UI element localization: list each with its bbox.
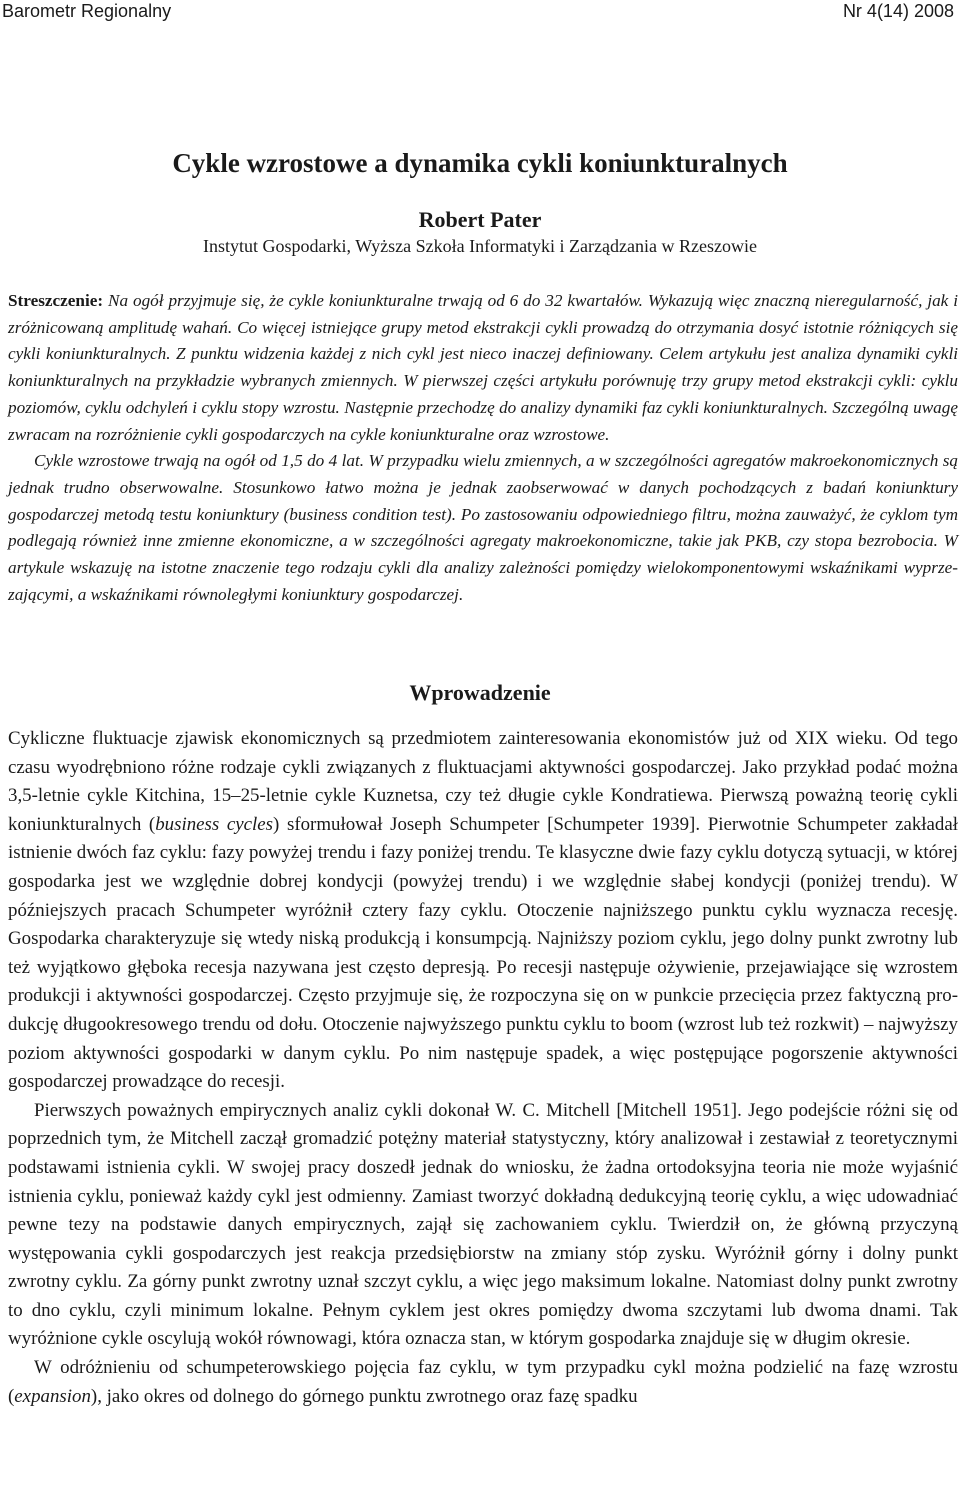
abstract <box>8 288 958 608</box>
author-affiliation: Instytut Gospodarki, Wyższa Szkoła Informatyki i Zarządzania w Rzeszowie <box>203 236 757 256</box>
author-name: Robert Pater <box>418 207 542 232</box>
body-paragraph: Pierwszych poważnych empirycznych analiz cykli dokonał W. C. Mitchell [Mitchell 1951]. Jego podejście różni się od poprzednich tym, że Mitchell zaczął gromadzić potężny materiał statystyczny, który analizował i zestawiał z teoretycznymi podstawami istnienia cykli. W swojej pracy doszedł jednak do wniosku, że żadna ortodoksyjna teoria nie może wyjaśnić istnienia cyklu, ponieważ każdy cykl jest odmienny. Zamiast tworzyć dokładną dedukcyjną teorię cyklu, a więc udowadniać pewne tezy na podstawie danych empirycznych, zajął się zachowaniem cyklu. Twierdził on, że główną przyczyną występowania cykli gospodarczych jest reakcja przedsiębiorstw na zmiany stóp zysku. Wyróżnił górny i dolny punkt zwrotny cyklu. Za górny punkt zwrotny uznał szczyt cyklu, a więc jego maksimum lokalne. Natomiast dolny punkt zwrotny to dno cyklu, czyli minimum lokalne. Pełnym cyklem jest okres pomiędzy dwoma szczytami lub dwoma dnami. Tak wyróżnione cykle oscylują wokół równowagi, która oznacza stan, w którym gospodarka znajduje się w długim okresie. <box>8 1099 958 1350</box>
body-paragraph <box>8 1354 958 1411</box>
issue-number: Nr 4(14) 2008 <box>842 1 954 21</box>
journal-name: Barometr Regionalny <box>2 1 172 21</box>
abstract-text: Na ogół przyjmuje się, że cykle koniunkturalne trwają od 6 do 32 kwartałów. Wykazują więc znaczną nieregularność, jak i zróżnicowaną amplitudę wahań. Co więcej istniejące grupy metod ekstrakcji cykli prowadzą do otrzymania dosyć istotnie różniących się cykli koniunkturalnych. Z punktu widzenia każdej z nich cykl jest nieco inaczej definiowany. Celem artykułu jest analiza dynamiki cykli koniunkturalnych na przykładzie wybranych zmiennych. W pierwszej części artykułu porównuję trzy grupy metod ekstrakcji cykli: cyklu poziomów, cyklu odchyleń i cyklu stopy wzrostu. Następnie przechodzę do analizy dynamiki faz cykli koniunkturalnych. Szczególną uwagę zwracam na rozróżnienie cykli gospodarczych na cykle koniunkturalne oraz wzrostowe. <box>8 291 958 444</box>
body-text-segment: W odróżnieniu od schumpeterowskiego pojęcia faz cyklu, w tym przypadku cykl można podzielić na fazę wzrostu ( <box>8 1357 958 1407</box>
abstract-paragraph: Cykle wzrostowe trwają na ogół od 1,5 do 4 lat. W przypadku wielu zmiennych, a w szczególności agregatów makroekonomicznych są jednak trudno obserwowalne. Stosunkowo łatwo można je jednak zaobserwować w danych pochodzących z badań koniunktury gospodarczej metodą testu koniunktury (business condition test). Po zastosowaniu odpowiedniego filtru, można zauważyć, że cyklom tym podlegają również inne zmienne ekonomiczne, a w szczególności agregaty makroekonomiczne, takie jak PKB, czy stopa bezrobocia. W artykule wskazuję na istotne znaczenie tego rodzaju cykli dla analizy zależności pomiędzy wielokomponentowymi wskaźnikami wyprzezającymi, a wskaźnikami równoległymi koniunktury gospodarczej. <box>8 451 958 604</box>
body-italic-term: expansion <box>14 1385 91 1407</box>
section-heading: Wprowadzenie <box>409 680 551 705</box>
body-text-segment: ) sformułował Joseph Schumpeter [Schumpeter 1939]. Pierwotnie Schumpeter zakładał istnienie dwóch faz cyklu: fazy powyżej trendu i fazy poniżej trendu. Te klasyczne dwie fazy cyklu dotyczą sytuacji, w której gospodarka jest we względnie dobrej kondycji (powyżej trendu) i we względnie słabej kondycji (poniżej trendu). W późniejszych pracach Schumpeter wyróżnił cztery fazy cyklu. Otoczenie najniższego punktu cyklu wyznacza recesję. Gospodarka charakteryzuje się wtedy niską produkcją i konsumpcją. Najniższy poziom cyklu, jego dolny punkt zwrotny lub też wyjątkowo głęboka recesja nazywana jest często depresją. Po recesji następuje ożywienie, przejawiające się wzrostem produkcji i aktywności gospodarczej. Często przyjmuje się, że rozpoczyna się on w punkcie przecięcia przez faktyczną produkcję długookresowego trendu od dołu. Otoczenie najwyższego punktu cyklu to boom (wzrost lub też rozkwit) – najwyższy poziom aktywności gospodarki w danym cyklu. Po nim następuje spadek, a więc postępujące pogorszenie aktywności gospodarczej prowadzące do recesji. <box>8 813 958 1093</box>
article-title: Cykle wzrostowe a dynamika cykli koniunkturalnych <box>172 148 788 178</box>
running-header <box>0 0 960 24</box>
body-paragraph <box>8 725 958 1097</box>
body-text-segment: ), jako okres od dolnego do górnego punktu zwrotnego oraz fazę spadku <box>90 1385 638 1407</box>
body-text <box>8 725 958 1411</box>
abstract-paragraph <box>8 288 958 448</box>
body-italic-term: business cycles <box>155 813 274 835</box>
body-text-segment: Cykliczne fluktuacje zjawisk ekonomicznych są przedmiotem zainteresowania ekonomistów już od XIX wieku. Od tego czasu wyodrębniono różne rodzaje cykli związanych z fluktuacjami aktywności gospodarczej. Jako przykład podać można 3,5-letnie cykle Kitchina, 15–25-letnie cykle Kuznetsa, czy też długie cykle Kondratiewa. Pierwszą poważną teorię cykli koniunkturalnych ( <box>8 728 958 835</box>
abstract-label: Streszczenie: <box>8 291 104 310</box>
